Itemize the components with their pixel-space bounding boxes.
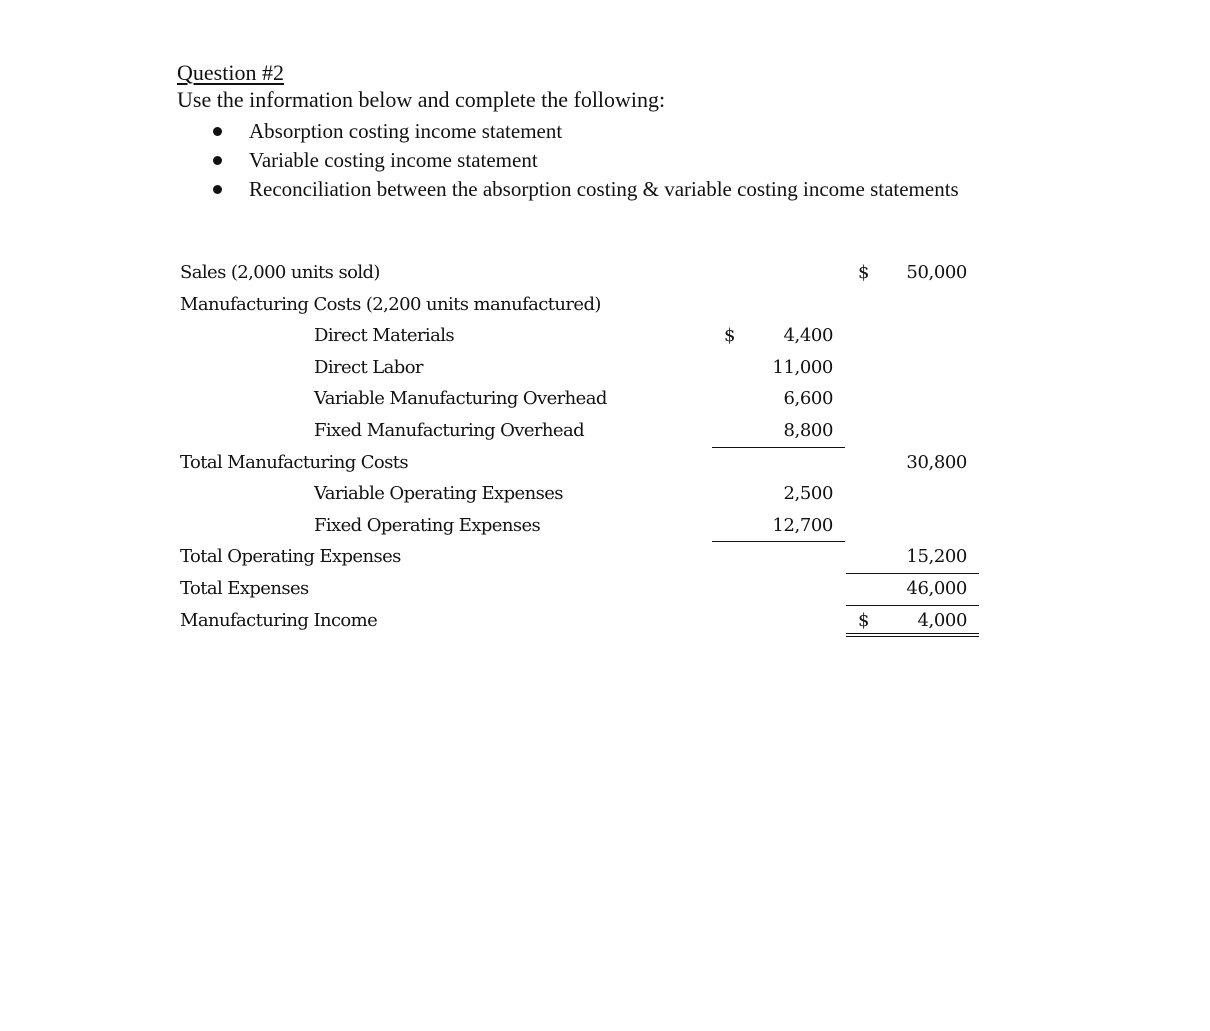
amount-value: 46,000 — [906, 577, 967, 599]
row-manufacturing-income — [180, 606, 990, 638]
row-variable-mfg-overhead — [180, 384, 990, 416]
amount-cell-total — [846, 258, 979, 290]
row-sales — [180, 258, 990, 290]
row-label: Manufacturing Income — [180, 609, 378, 631]
row-label: Total Manufacturing Costs — [180, 451, 409, 473]
amount-value: 4,000 — [917, 609, 967, 631]
row-label: Direct Materials — [314, 325, 455, 347]
amount-value: 8,800 — [783, 419, 833, 441]
task-text: Reconciliation between the absorption costing & variable costing income statements — [249, 177, 959, 201]
amount-cell-detail — [712, 353, 845, 385]
row-label: Sales (2,000 units sold) — [180, 262, 380, 283]
amount-value: 30,800 — [906, 451, 967, 473]
row-total-expenses — [180, 574, 990, 606]
amount-cell-detail — [712, 321, 845, 353]
row-label: Direct Labor — [314, 356, 423, 378]
amount-value: 6,600 — [783, 388, 833, 410]
amount-cell-total — [846, 606, 979, 638]
amount-value: 4,400 — [783, 325, 833, 347]
question-instructions: Use the information below and complete the following: — [177, 87, 666, 112]
row-label: Total Expenses — [180, 577, 309, 599]
amount-cell-detail — [712, 511, 845, 543]
task-text: Absorption costing income statement — [249, 119, 563, 143]
task-list — [177, 117, 997, 204]
bullet-icon — [213, 156, 222, 165]
task-list-item — [177, 175, 997, 204]
row-total-operating — [180, 542, 990, 574]
row-direct-materials — [180, 321, 990, 353]
row-label: Variable Operating Expenses — [314, 483, 563, 505]
amount-cell-detail — [712, 479, 845, 511]
amount-value: 11,000 — [772, 356, 833, 378]
amount-value: 15,200 — [906, 546, 967, 568]
amount-cell-total — [846, 542, 979, 574]
task-list-item — [177, 146, 997, 175]
amount-value: 2,500 — [783, 483, 833, 505]
income-statement-table — [180, 258, 990, 637]
row-label: Total Operating Expenses — [180, 546, 401, 568]
currency-symbol: $ — [858, 262, 870, 283]
task-list-item — [177, 117, 997, 146]
row-fixed-mfg-overhead — [180, 416, 990, 448]
currency-symbol: $ — [724, 325, 736, 347]
row-direct-labor — [180, 353, 990, 385]
amount-value: 12,700 — [772, 514, 833, 536]
amount-cell-total — [846, 574, 979, 606]
amount-cell-detail — [712, 384, 845, 416]
task-text: Variable costing income statement — [249, 148, 538, 172]
row-total-manufacturing — [180, 448, 990, 480]
row-variable-operating — [180, 479, 990, 511]
amount-cell-total — [846, 448, 979, 480]
question-title: Question #2 — [177, 60, 284, 85]
row-label: Fixed Operating Expenses — [314, 514, 541, 536]
amount-value: 50,000 — [906, 262, 967, 283]
row-manufacturing-header — [180, 290, 990, 322]
amount-cell-detail — [712, 416, 845, 448]
row-label: Fixed Manufacturing Overhead — [314, 419, 585, 441]
bullet-icon — [213, 127, 222, 136]
bullet-icon — [213, 185, 222, 194]
currency-symbol: $ — [858, 609, 870, 631]
row-label: Manufacturing Costs (2,200 units manufactured) — [180, 293, 601, 315]
row-label: Variable Manufacturing Overhead — [314, 388, 607, 410]
row-fixed-operating — [180, 511, 990, 543]
